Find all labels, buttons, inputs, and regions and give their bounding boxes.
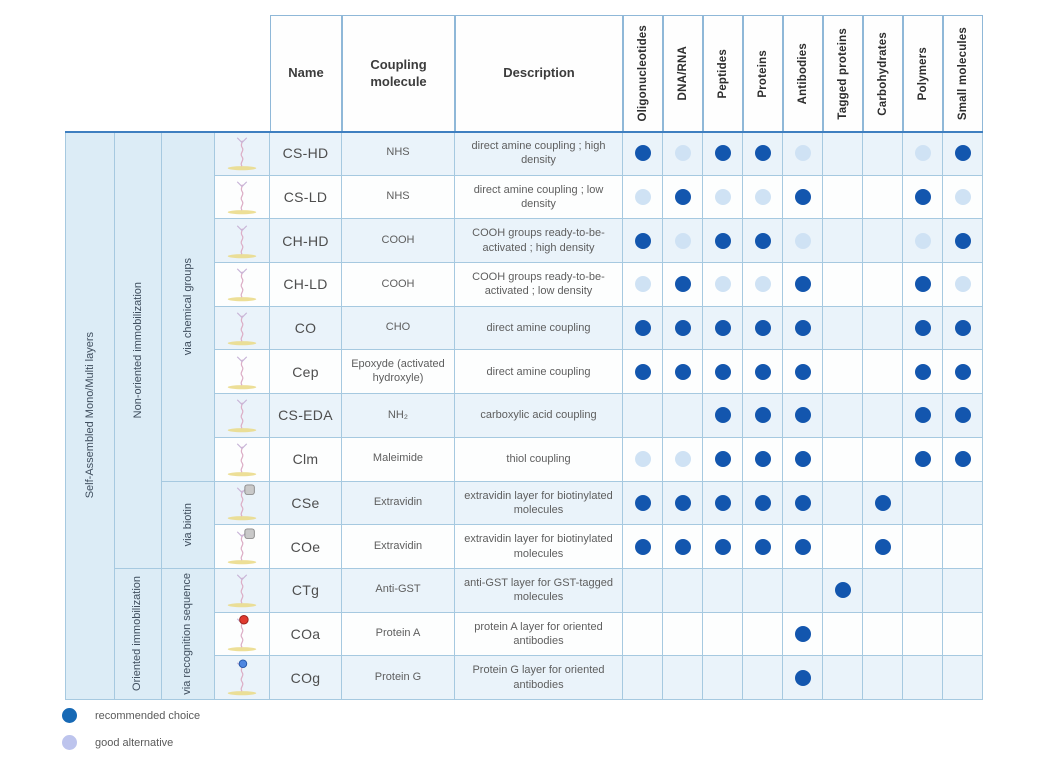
row-description: direct amine coupling	[455, 307, 623, 351]
recommended-dot	[755, 320, 771, 336]
matrix-cell	[783, 525, 823, 569]
recommended-dot	[955, 320, 971, 336]
group-non-oriented-immobilization-label: Non-oriented immobilization	[131, 281, 144, 419]
matrix-cell	[863, 350, 903, 394]
matrix-cell	[743, 132, 783, 176]
row-description: COOH groups ready-to-be-activated ; low density	[455, 263, 623, 307]
matrix-cell	[623, 263, 663, 307]
recommended-dot	[955, 407, 971, 423]
recommended-dot	[915, 320, 931, 336]
matrix-cell	[783, 132, 823, 176]
row-coupling-molecule: CHO	[342, 307, 455, 351]
recommended-dot	[795, 320, 811, 336]
good-alternative-dot	[915, 145, 931, 161]
recommended-dot	[915, 451, 931, 467]
row-coupling-molecule: Anti-GST	[342, 569, 455, 613]
row-coupling-molecule: Extravidin	[342, 482, 455, 526]
column-header-peptides	[703, 15, 743, 132]
matrix-cell	[663, 525, 703, 569]
recommended-dot	[955, 233, 971, 249]
row-name: CTg	[270, 569, 342, 613]
recommended-dot	[875, 539, 891, 555]
matrix-cell	[863, 438, 903, 482]
matrix-cell	[903, 613, 943, 657]
matrix-cell	[623, 219, 663, 263]
matrix-cell	[823, 613, 863, 657]
recommended-dot	[635, 233, 651, 249]
chemical-structure-icon	[215, 307, 270, 351]
group-via-biotin	[162, 482, 215, 569]
legend-good-alternative-label: good alternative	[95, 736, 174, 749]
recommended-dot	[955, 145, 971, 161]
matrix-cell	[703, 219, 743, 263]
good-alternative-dot	[915, 233, 931, 249]
matrix-cell	[743, 482, 783, 526]
matrix-cell	[703, 132, 743, 176]
matrix-cell	[903, 394, 943, 438]
row-name: CH-HD	[270, 219, 342, 263]
column-header-coupling	[342, 15, 455, 132]
row-description: direct amine coupling ; high density	[455, 132, 623, 176]
matrix-cell	[863, 656, 903, 700]
column-header-small-molecules	[943, 15, 983, 132]
matrix-cell	[743, 613, 783, 657]
column-header-dna-rna-label: DNA/RNA	[676, 46, 689, 101]
recommended-dot	[795, 276, 811, 292]
recommended-dot	[715, 495, 731, 511]
column-header-name	[270, 15, 342, 132]
matrix-cell	[743, 569, 783, 613]
recommended-dot	[755, 364, 771, 380]
matrix-cell	[743, 394, 783, 438]
recommended-dot	[635, 364, 651, 380]
row-name: COa	[270, 613, 342, 657]
matrix-cell	[663, 569, 703, 613]
matrix-cell	[863, 569, 903, 613]
matrix-cell	[823, 307, 863, 351]
matrix-cell	[703, 263, 743, 307]
recommended-dot	[715, 145, 731, 161]
row-name: COe	[270, 525, 342, 569]
matrix-cell	[863, 394, 903, 438]
matrix-cell	[903, 438, 943, 482]
recommended-dot	[715, 539, 731, 555]
row-description: extravidin layer for biotinylated molecules	[455, 482, 623, 526]
matrix-cell	[823, 482, 863, 526]
matrix-cell	[863, 263, 903, 307]
good-alternative-dot	[955, 189, 971, 205]
recommended-dot	[835, 582, 851, 598]
recommended-dot	[795, 451, 811, 467]
recommended-dot	[755, 539, 771, 555]
recommended-dot	[755, 233, 771, 249]
row-coupling-molecule: Protein G	[342, 656, 455, 700]
matrix-cell	[623, 307, 663, 351]
column-header-antibodies-label: Antibodies	[796, 42, 809, 105]
matrix-cell	[663, 132, 703, 176]
row-coupling-molecule: COOH	[342, 219, 455, 263]
matrix-cell	[743, 438, 783, 482]
matrix-cell	[623, 613, 663, 657]
column-header-tagged-proteins-label: Tagged proteins	[836, 27, 849, 120]
row-description: thiol coupling	[455, 438, 623, 482]
group-self-assembled-layers	[65, 132, 115, 700]
recommended-dot	[915, 189, 931, 205]
matrix-cell	[943, 613, 983, 657]
matrix-cell	[903, 176, 943, 220]
row-name: CSe	[270, 482, 342, 526]
matrix-cell	[943, 307, 983, 351]
recommended-dot	[755, 495, 771, 511]
chemical-structure-icon	[215, 350, 270, 394]
matrix-cell	[823, 219, 863, 263]
column-header-antibodies	[783, 15, 823, 132]
chip-selection-table	[65, 15, 983, 700]
matrix-cell	[783, 176, 823, 220]
recommended-dot	[795, 539, 811, 555]
matrix-cell	[903, 219, 943, 263]
matrix-cell	[703, 307, 743, 351]
matrix-cell	[703, 394, 743, 438]
matrix-cell	[943, 176, 983, 220]
matrix-cell	[903, 263, 943, 307]
matrix-cell	[743, 656, 783, 700]
matrix-cell	[703, 350, 743, 394]
matrix-cell	[703, 438, 743, 482]
recommended-dot	[675, 495, 691, 511]
recommended-dot	[755, 451, 771, 467]
matrix-cell	[823, 656, 863, 700]
matrix-cell	[823, 176, 863, 220]
structure-biotin-tag-icon	[215, 482, 270, 526]
matrix-cell	[903, 656, 943, 700]
legend	[62, 708, 200, 762]
group-via-recognition-sequence	[162, 569, 215, 700]
recommended-dot	[755, 407, 771, 423]
matrix-cell	[783, 482, 823, 526]
matrix-cell	[903, 132, 943, 176]
row-description: protein A layer for oriented antibodies	[455, 613, 623, 657]
matrix-cell	[943, 263, 983, 307]
recommended-dot-icon	[62, 708, 77, 723]
row-description: Protein G layer for oriented antibodies	[455, 656, 623, 700]
matrix-cell	[863, 132, 903, 176]
group-via-chemical-groups-label: via chemical groups	[181, 257, 194, 355]
matrix-cell	[663, 307, 703, 351]
matrix-cell	[703, 656, 743, 700]
column-header-carbohydrates-label: Carbohydrates	[876, 31, 889, 116]
matrix-cell	[623, 438, 663, 482]
group-self-assembled-layers-label: Self-Assembled Mono/Multi layers	[83, 332, 96, 499]
group-via-chemical-groups	[162, 132, 215, 482]
group-non-oriented-immobilization	[115, 132, 162, 569]
matrix-cell	[663, 438, 703, 482]
good-alternative-dot	[955, 276, 971, 292]
recommended-dot	[675, 364, 691, 380]
matrix-cell	[783, 656, 823, 700]
column-header-coupling-label: Coupling molecule	[370, 57, 427, 89]
matrix-cell	[903, 307, 943, 351]
matrix-cell	[663, 613, 703, 657]
column-header-description	[455, 15, 623, 132]
column-header-name-label: Name	[288, 65, 324, 81]
matrix-cell	[623, 656, 663, 700]
matrix-cell	[903, 482, 943, 526]
recommended-dot	[675, 539, 691, 555]
matrix-cell	[663, 482, 703, 526]
row-coupling-molecule: NH₂	[342, 394, 455, 438]
good-alternative-dot	[675, 233, 691, 249]
matrix-cell	[663, 176, 703, 220]
matrix-cell	[623, 176, 663, 220]
column-header-tagged-proteins	[823, 15, 863, 132]
matrix-cell	[743, 307, 783, 351]
matrix-cell	[623, 482, 663, 526]
legend-item-recommended	[62, 708, 200, 723]
row-name: Cep	[270, 350, 342, 394]
matrix-cell	[943, 656, 983, 700]
matrix-cell	[783, 263, 823, 307]
column-header-small-molecules-label: Small molecules	[956, 26, 969, 121]
chemical-structure-icon	[215, 132, 270, 176]
matrix-cell	[703, 176, 743, 220]
legend-recommended-label: recommended choice	[95, 709, 201, 722]
matrix-cell	[943, 132, 983, 176]
column-header-proteins-label: Proteins	[756, 49, 769, 98]
matrix-cell	[663, 350, 703, 394]
matrix-cell	[703, 482, 743, 526]
matrix-cell	[783, 350, 823, 394]
matrix-cell	[943, 350, 983, 394]
matrix-cell	[743, 525, 783, 569]
matrix-cell	[703, 525, 743, 569]
recommended-dot	[955, 451, 971, 467]
row-coupling-molecule: Extravidin	[342, 525, 455, 569]
matrix-cell	[903, 350, 943, 394]
recommended-dot	[715, 451, 731, 467]
column-header-oligonucleotides	[623, 15, 663, 132]
chemical-structure-icon	[215, 394, 270, 438]
matrix-cell	[943, 394, 983, 438]
matrix-cell	[663, 394, 703, 438]
recommended-dot	[635, 495, 651, 511]
matrix-cell	[623, 569, 663, 613]
group-oriented-immobilization-label: Oriented immobilization	[131, 576, 144, 692]
recommended-dot	[915, 364, 931, 380]
matrix-cell	[623, 525, 663, 569]
matrix-cell	[783, 307, 823, 351]
recommended-dot	[795, 189, 811, 205]
matrix-cell	[823, 438, 863, 482]
header-separator-line	[65, 131, 983, 133]
group-oriented-immobilization	[115, 569, 162, 700]
matrix-cell	[863, 613, 903, 657]
recommended-dot	[755, 145, 771, 161]
recommended-dot	[955, 364, 971, 380]
matrix-cell	[663, 263, 703, 307]
row-name: CO	[270, 307, 342, 351]
row-name: CS-LD	[270, 176, 342, 220]
good-alternative-dot	[795, 233, 811, 249]
matrix-cell	[903, 569, 943, 613]
matrix-cell	[783, 438, 823, 482]
recommended-dot	[795, 670, 811, 686]
row-coupling-molecule: Epoxyde (activated hydroxyle)	[342, 350, 455, 394]
row-name: CS-HD	[270, 132, 342, 176]
column-header-peptides-label: Peptides	[716, 48, 729, 99]
good-alternative-dot	[635, 189, 651, 205]
good-alternative-dot	[755, 189, 771, 205]
column-header-oligonucleotides-label: Oligonucleotides	[636, 25, 649, 122]
column-header-proteins	[743, 15, 783, 132]
recommended-dot	[715, 364, 731, 380]
recommended-dot	[915, 276, 931, 292]
column-header-polymers-label: Polymers	[916, 46, 929, 101]
chemical-structure-icon	[215, 176, 270, 220]
matrix-cell	[903, 525, 943, 569]
matrix-cell	[623, 394, 663, 438]
row-description: anti-GST layer for GST-tagged molecules	[455, 569, 623, 613]
row-description: direct amine coupling ; low density	[455, 176, 623, 220]
matrix-cell	[783, 613, 823, 657]
matrix-cell	[823, 263, 863, 307]
recommended-dot	[795, 364, 811, 380]
row-description: extravidin layer for biotinylated molecules	[455, 525, 623, 569]
recommended-dot	[915, 407, 931, 423]
recommended-dot	[635, 320, 651, 336]
good-alternative-dot	[755, 276, 771, 292]
good-alternative-dot	[635, 276, 651, 292]
row-description: carboxylic acid coupling	[455, 394, 623, 438]
matrix-cell	[943, 482, 983, 526]
column-header-polymers	[903, 15, 943, 132]
matrix-cell	[783, 219, 823, 263]
recommended-dot	[675, 320, 691, 336]
chemical-structure-icon	[215, 569, 270, 613]
matrix-cell	[943, 219, 983, 263]
matrix-cell	[823, 394, 863, 438]
column-header-description-label: Description	[503, 65, 575, 81]
matrix-cell	[703, 613, 743, 657]
matrix-cell	[743, 263, 783, 307]
structure-protein-g-blue-icon	[215, 656, 270, 700]
chemical-structure-icon	[215, 263, 270, 307]
recommended-dot	[635, 145, 651, 161]
recommended-dot	[675, 189, 691, 205]
good-alternative-dot	[715, 276, 731, 292]
matrix-cell	[743, 350, 783, 394]
recommended-dot	[795, 495, 811, 511]
matrix-cell	[743, 219, 783, 263]
matrix-cell	[863, 307, 903, 351]
row-name: Clm	[270, 438, 342, 482]
good-alternative-dot	[795, 145, 811, 161]
recommended-dot	[795, 626, 811, 642]
matrix-cell	[783, 394, 823, 438]
recommended-dot	[875, 495, 891, 511]
row-name: CS-EDA	[270, 394, 342, 438]
group-via-biotin-label: via biotin	[181, 502, 194, 547]
group-via-recognition-sequence-label: via recognition sequence	[181, 573, 194, 695]
recommended-dot	[715, 320, 731, 336]
row-coupling-molecule: COOH	[342, 263, 455, 307]
chemical-structure-icon	[215, 438, 270, 482]
matrix-cell	[863, 482, 903, 526]
good-alternative-dot-icon	[62, 735, 77, 750]
row-coupling-molecule: Protein A	[342, 613, 455, 657]
good-alternative-dot	[635, 451, 651, 467]
chemical-structure-icon	[215, 219, 270, 263]
matrix-cell	[823, 569, 863, 613]
matrix-cell	[623, 350, 663, 394]
matrix-cell	[863, 176, 903, 220]
row-coupling-molecule: NHS	[342, 132, 455, 176]
recommended-dot	[715, 233, 731, 249]
matrix-cell	[823, 132, 863, 176]
matrix-cell	[743, 176, 783, 220]
structure-biotin-tag-icon	[215, 525, 270, 569]
column-header-carbohydrates	[863, 15, 903, 132]
matrix-cell	[623, 132, 663, 176]
good-alternative-dot	[715, 189, 731, 205]
row-description: direct amine coupling	[455, 350, 623, 394]
row-name: COg	[270, 656, 342, 700]
row-coupling-molecule: Maleimide	[342, 438, 455, 482]
recommended-dot	[675, 276, 691, 292]
recommended-dot	[715, 407, 731, 423]
matrix-cell	[783, 569, 823, 613]
matrix-cell	[663, 656, 703, 700]
matrix-cell	[703, 569, 743, 613]
recommended-dot	[795, 407, 811, 423]
row-coupling-molecule: NHS	[342, 176, 455, 220]
column-header-dna-rna	[663, 15, 703, 132]
matrix-cell	[863, 219, 903, 263]
matrix-cell	[823, 525, 863, 569]
good-alternative-dot	[675, 145, 691, 161]
matrix-cell	[863, 525, 903, 569]
recommended-dot	[635, 539, 651, 555]
matrix-cell	[943, 438, 983, 482]
matrix-cell	[943, 569, 983, 613]
legend-item-good-alternative	[62, 735, 200, 750]
structure-protein-a-red-icon	[215, 613, 270, 657]
row-description: COOH groups ready-to-be-activated ; high density	[455, 219, 623, 263]
good-alternative-dot	[675, 451, 691, 467]
matrix-cell	[823, 350, 863, 394]
row-name: CH-LD	[270, 263, 342, 307]
matrix-cell	[943, 525, 983, 569]
matrix-cell	[663, 219, 703, 263]
